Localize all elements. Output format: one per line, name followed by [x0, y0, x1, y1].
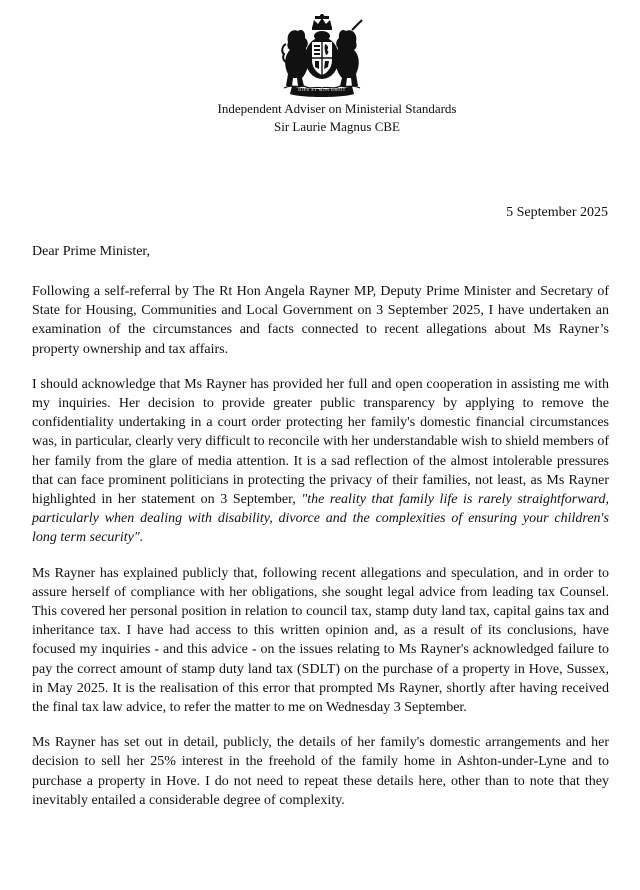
- paragraph-1: Following a self-referral by The Rt Hon Angela Rayner MP, Deputy Prime Minister and Secretary of State for Housing, Communities and Local Government on 3 September 2025, I have undertaken an examination of the circumstances and facts connected to recent allegations about Ms Rayner’s property ownership and tax affairs.: [32, 284, 609, 357]
- salutation: Dear Prime Minister,: [32, 244, 151, 259]
- letter-date: 5 September 2025: [506, 205, 608, 220]
- paragraph-2-quote: "the reality that family life is rarely straightforward, particularly when dealing with disability, divorce and the complexities of ensuring your children's long term security".: [32, 492, 609, 546]
- letter-body: [32, 282, 609, 826]
- paragraph-2-text: I should acknowledge that Ms Rayner has provided her full and open cooperation in assisting me with my inquiries. Her decision to provide greater public transparency by applying to remove the confidentiality undertaking in a court order protecting her family's domestic financial circumstances was, in particular, clearly very difficult to reconcile with her understandable wish to shield members of her family from the glare of media attention. It is a sad reflection of the almost intolerable pressures that can face prominent politicians in protecting the privacy of their families, not least, as Ms Rayner highlighted in her statement on 3 September,: [32, 376, 609, 508]
- letterhead-name: Sir Laurie Magnus CBE: [273, 119, 400, 134]
- royal-coat-of-arms-icon: [278, 14, 366, 98]
- crest-motto: DIEU ET MON DROIT: [298, 87, 346, 92]
- letterhead: [0, 100, 640, 136]
- letterhead-office: Independent Adviser on Ministerial Standards: [217, 101, 457, 116]
- paragraph-3: Ms Rayner has explained publicly that, following recent allegations and speculation, and in order to assure herself of compliance with her obligations, she sought legal advice from leading tax Counsel. This covered her personal position in relation to council tax, stamp duty land tax, capital gains tax and inheritance tax. I have had access to this written opinion and, as a result of its conclusions, have focused my inquiries - and this advice - on the issues relating to Ms Rayner's acknowledged failure to pay the correct amount of stamp duty land tax (SDLT) on the purchase of a property in Hove, Sussex, in May 2025. It is the realisation of this error that prompted Ms Rayner, shortly after having received the final tax law advice, to refer the matter to me on Wednesday 3 September.: [32, 565, 609, 716]
- paragraph-2: [32, 375, 609, 548]
- paragraph-4: Ms Rayner has set out in detail, publicly, the details of her family's domestic arrangements and her decision to sell her 25% interest in the freehold of the family home in Ashton-under-Lyne and to purchase a property in Hove. I do not need to repeat these details here, other than to note that they inevitably entailed a considerable degree of complexity.: [32, 735, 609, 808]
